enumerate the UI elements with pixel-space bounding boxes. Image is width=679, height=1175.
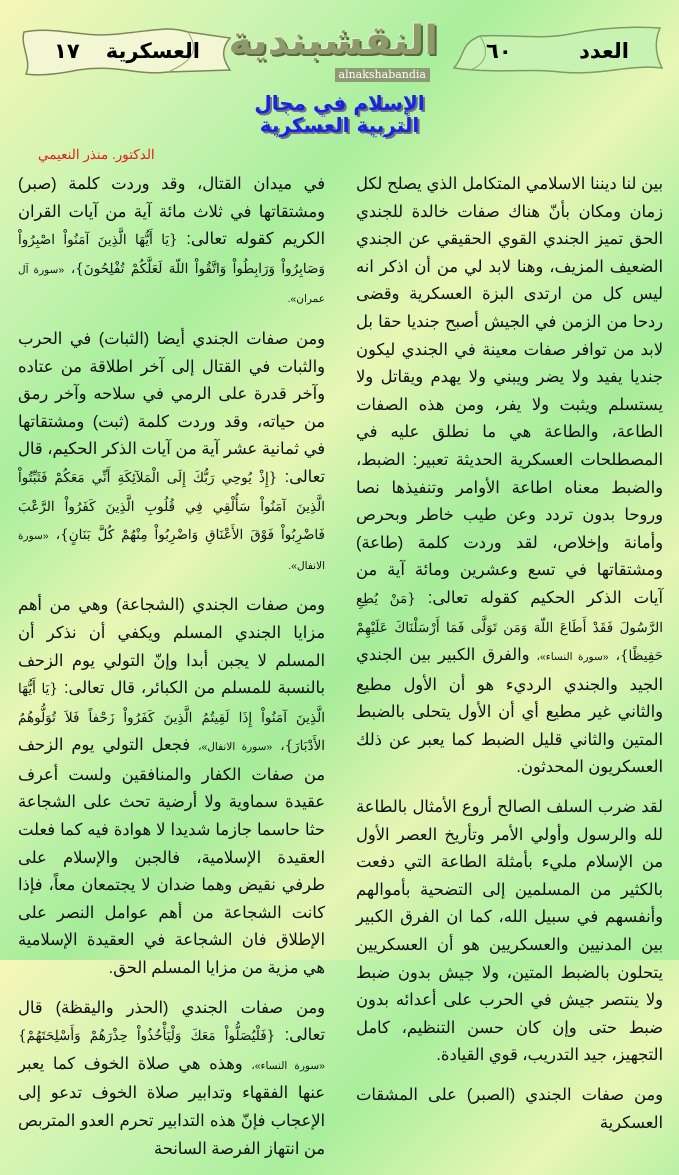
- paragraph-text: ومن صفات الجندي أيضا (الثبات) في الحرب والثبات في القتال إلى آخر اطلاقة من عتاده وآخر قدرة على الرمي في سلاحه وآخر رمق من حياته، وقد وردت كلمة (ثبت) ومشتقاتها في ثمانية عشر آية من آيات الذكر الحكيم، قال تعالى:: [18, 329, 325, 486]
- sura-reference: «سورة النساء»،: [536, 651, 609, 664]
- quran-verse: {يَا أَيُّهَا الَّذِينَ آمَنُواْ اصْبِرُواْ وَصَابِرُواْ وَرَابِطُواْ وَاتَّقُواْ اللّهَ لَعَلَّكُمْ تُفْلِحُونَ}،: [18, 232, 325, 277]
- title-line-1: الإسلام في مجال: [254, 91, 425, 115]
- page-number-banner: [18, 24, 236, 78]
- logo-latin: alnakshabandia: [335, 68, 430, 82]
- sura-reference: «سورة آل عمران».: [18, 263, 325, 306]
- paragraph: [18, 171, 325, 314]
- paragraph: [18, 592, 325, 982]
- paragraph-text: في ميدان القتال، وقد وردت كلمة (صبر) ومشتقاتها في ثلاث مائة آية من آيات القران الكريم كقوله تعالى:: [18, 175, 325, 249]
- author-name: الدكتور. منذر النعيمي: [38, 147, 155, 162]
- paragraph: لقد ضرب السلف الصالح أروع الأمثال بالطاعة لله والرسول وأولي الأمر وتأريخ العصر الأول من الإسلام مليء بأمثلة الطاعة التي دفعت بالكثير من المسلمين إلى التضحية بأموالهم وأنفسهم في سبيل الله، كما ان الفرق الكبير بين المدنيين والعسكريين هو أن العسكريين يتحلون بالضبط المتين، ولا جيش بدون ضبط ولا ينتصر جيش في الحرب على أعدائه بدون ضبط حتى وإن كان حسن التنظيم، كامل التجهيز، جيد التدريب، قوي القيادة.: [356, 798, 663, 1065]
- quran-verse: {يَا أَيُّهَا الَّذِينَ آمَنُواْ إِذَا لَقِيتُمُ الَّذِينَ كَفَرُواْ زَحْفاً فَلاَ تُوَلُّوهُمُ الأَدْبَارَ}،: [18, 681, 326, 755]
- logo-arabic: النقشبندية: [228, 18, 438, 64]
- scroll-banner-shape: [450, 24, 665, 78]
- section-label: العسكرية: [105, 39, 200, 63]
- title-line-2: التربية العسكرية: [259, 113, 420, 137]
- magazine-logo: [228, 18, 438, 84]
- paragraph-text: وهذه هي صلاة الخوف كما يعبر عنها الفقهاء وتدابير صلاة الخوف تدعو إلى الإعجاب فإنّ هذه التدابير تحرم العدو المتربص من انتهاز الفرصة السانحة: [18, 1054, 325, 1158]
- paragraph-text: ومن صفات الجندي (الشجاعة) وهي من أهم مزايا الجندي المسلم ويكفي أن نذكر أن المسلم لا يجبن أبدا وإنّ التولي يوم الزحف بالنسبة للمسلم من الكبائر، قال تعالى:: [18, 596, 325, 698]
- issue-number-banner: [450, 24, 665, 78]
- quran-verse: {إِذْ يُوحِي رَبُّكَ إِلَى الْمَلآئِكَةِ أَنِّي مَعَكُمْ فَثَبِّتُواْ الَّذِينَ آمَنُواْ سَأُلْقِي فِي قُلُوبِ الَّذِينَ كَفَرُواْ الرَّعْبَ فَاضْرِبُواْ فَوْقَ الأَعْنَاقِ وَاضْرِبُواْ مِنْهُمْ كُلَّ بَنَانٍ}،: [18, 469, 325, 544]
- issue-number: ٦٠: [486, 39, 512, 63]
- left-column: [18, 171, 325, 1175]
- paragraph-text: بين لنا ديننا الاسلامي المتكامل الذي يصلح لكل زمان ومكان بأنّ هناك صفات خالدة للجندي الحق تميز الجندي القوي الحقيقي عن الجندي الضعيف المزيف، وهنا لابد لي من أن اذكر انه ليس كل من ارتدى البزة العسكرية وقضى ردحا من الزمن في الجيش أصبح جنديا حقا بل لابد من توافر صفات معينة في الجندي ليكون جنديا يفيد ولا يضر ويبني ولا يهدم ويقاتل ولا يستسلم ويثبت ولا يفر، ومن هذه الصفات الطاعة، والطاعة هي ما نطلق عليه في المصطلحات العسكرية الحديثة تعبير: الضبط، والضبط معناه اطاعة الأوامر وتنفيذها نصا وروحا بدون تردد وعن طيب خاطر وبحرص وأمانة وإخلاص، لقد وردت كلمة (طاعة) ومشتقاتها في تسع وعشرين ومائة آية من آيات الذكر الحكيم كقوله تعالى:: [356, 175, 663, 607]
- issue-label: العدد: [579, 39, 629, 63]
- page-number: ١٧: [54, 39, 80, 63]
- right-column: [356, 171, 663, 1149]
- sura-reference: «سورة النساء»،: [251, 1059, 325, 1072]
- paragraph: ومن صفات الجندي (الصبر) على المشقات العسكرية: [356, 1086, 663, 1132]
- paragraph: [18, 326, 325, 580]
- article-title: [0, 92, 679, 136]
- sura-reference: «سورة الانفال».: [18, 530, 325, 572]
- paragraph: [356, 171, 663, 782]
- paragraph-text: فجعل التولي يوم الزحف من صفات الكفار والمنافقين ولست أعرف عقيدة سماوية ولا أرضية تحث على الشجاعة حثا حاسما جازما شديدا لا هوادة فيه كما فعلت العقيدة الإسلامية، فالجبن والإسلام على طرفي نقيض وهما ضدان لا يجتمعان معاً، فإذا كانت الشجاعة من أهم عوامل النصر على الإطلاق فان الشجاعة في العقيدة الإسلامية هي مزية من مزايا المسلم الحق.: [18, 736, 325, 978]
- paragraph-text: ومن صفات الجندي (الحذر واليقظة) قال تعالى:: [18, 998, 325, 1045]
- quran-verse: {مَنْ يُطِعِ الرَّسُولَ فَقَدْ أَطَاعَ اللّهَ وَمَن تَوَلَّى فَمَا أَرْسَلْنَاكَ عَلَيْهِمْ حَفِيظًا}،: [356, 590, 663, 665]
- quran-verse: {فَلْيُصَلُّواْ مَعَكَ وَلْيَأْخُذُواْ حِذْرَهُمْ وَأَسْلِحَتَهُمْ}: [18, 1028, 276, 1045]
- sura-reference: «سورة الانفال»،: [198, 741, 273, 754]
- paragraph-text: والفرق الكبير بين الجندي الجيد والجندي الرديء هو أن الأول مطيع والثاني غير مطيع أي أن الأول يتحلى بالضبط المتين والثاني قليل الضبط كما يعبر عن ذلك العسكريون المحدثون.: [356, 646, 663, 777]
- paragraph: [18, 995, 325, 1164]
